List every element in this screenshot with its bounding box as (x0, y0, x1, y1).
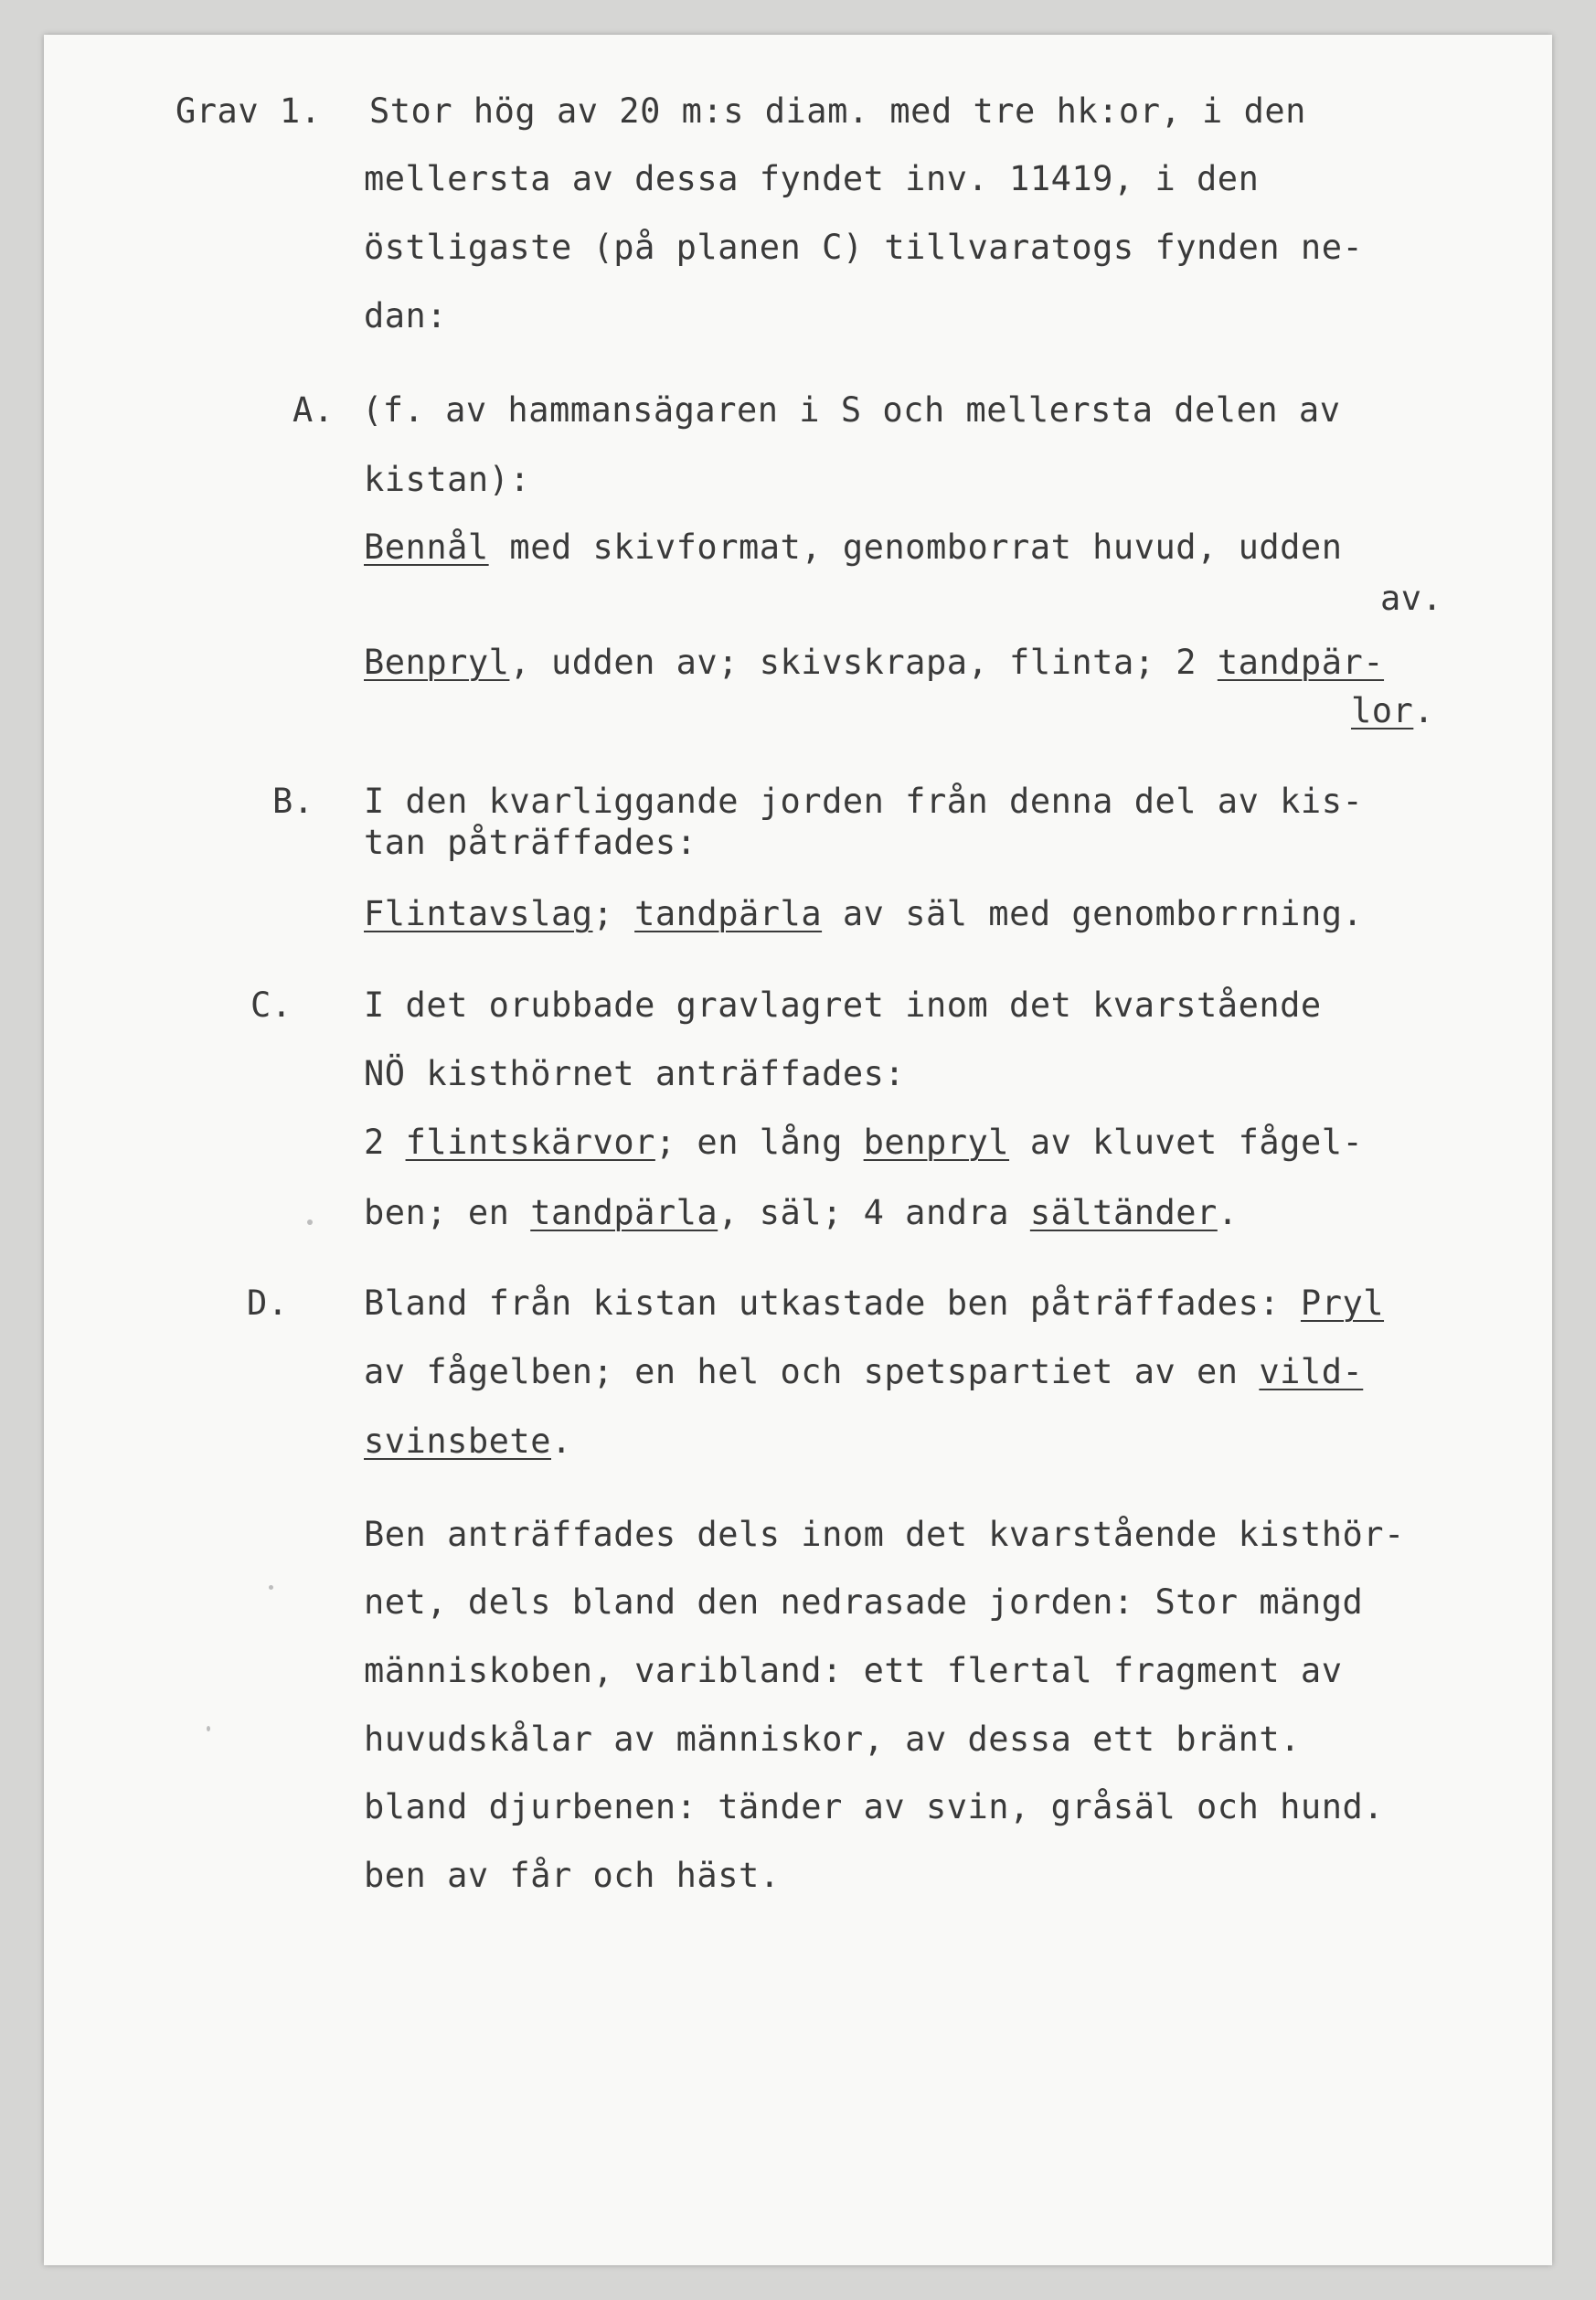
find-term: lor (1351, 691, 1414, 730)
section-a-find-2-cont: lor. (1351, 691, 1435, 730)
closing-line-6: ben av får och häst. (364, 1856, 781, 1895)
intro-line-2: mellersta av dessa fyndet inv. 11419, i den (364, 159, 1260, 198)
paper-speck (269, 1585, 273, 1590)
section-a-find-2: Benpryl, udden av; skivskrapa, flinta; 2 tandpär- (364, 643, 1385, 682)
find-term: Bennål (364, 527, 489, 567)
paper-speck (207, 1726, 210, 1731)
section-c-letter: C. (250, 985, 293, 1025)
section-c-line-2: NÖ kisthörnet anträffades: (364, 1054, 906, 1093)
closing-line-4: huvudskålar av människor, av dessa ett bränt. (364, 1720, 1301, 1759)
intro-line-4: dan: (364, 296, 448, 335)
section-a-letter: A. (293, 390, 335, 430)
section-b-finds: Flintavslag; tandpärla av säl med genomborrning. (364, 894, 1364, 933)
section-a-line-1: (f. av hammansägaren i S och mellersta delen av (362, 390, 1341, 430)
find-term: Flintavslag (364, 894, 593, 933)
intro-line-3: östligaste (på planen C) tillvaratogs fynden ne- (364, 228, 1364, 267)
section-c-line-1: I det orubbade gravlagret inom det kvarstående (364, 985, 1322, 1025)
find-term: vild- (1259, 1352, 1364, 1391)
find-term: Benpryl (364, 643, 510, 682)
find-term: svinsbete (364, 1422, 551, 1461)
find-term: tandpär- (1217, 643, 1385, 682)
closing-line-3: människoben, varibland: ett flertal fragment av (364, 1651, 1343, 1690)
intro-line-1: Stor hög av 20 m:s diam. med tre hk:or, i den (369, 91, 1306, 131)
section-c-line-3: 2 flintskärvor; en lång benpryl av kluvet fågel- (364, 1123, 1364, 1162)
section-b-line-2: tan påträffades: (364, 823, 697, 862)
section-d-line-2: av fågelben; en hel och spetspartiet av en vild- (364, 1352, 1364, 1391)
closing-line-2: net, dels bland den nedrasade jorden: Stor mängd (364, 1582, 1364, 1622)
find-term: sältänder (1029, 1193, 1218, 1232)
find-term: tandpärla (530, 1193, 718, 1232)
section-a-find-1-cont: av. (1380, 579, 1443, 618)
closing-line-5: bland djurbenen: tänder av svin, gråsäl och hund. (364, 1787, 1385, 1826)
find-term: Pryl (1300, 1283, 1385, 1323)
section-a-find-1: Bennål med skivformat, genomborrat huvud, udden (364, 527, 1343, 567)
find-term: flintskärvor (405, 1123, 655, 1162)
find-term: benpryl (863, 1123, 1010, 1162)
section-b-letter: B. (272, 782, 314, 821)
closing-line-1: Ben anträffades dels inom det kvarstående kisthör- (364, 1515, 1405, 1554)
section-a-line-2: kistan): (364, 460, 531, 499)
find-term: tandpärla (634, 894, 823, 933)
section-d-letter: D. (247, 1283, 289, 1323)
paper-speck (307, 1219, 313, 1225)
section-d-line-1: Bland från kistan utkastade ben påträffades: Pryl (364, 1283, 1385, 1323)
section-c-line-4: ben; en tandpärla, säl; 4 andra sältänder. (364, 1193, 1239, 1232)
grave-label: Grav 1. (176, 91, 322, 131)
section-b-line-1: I den kvarliggande jorden från denna del av kis- (364, 782, 1364, 821)
section-d-line-3: svinsbete. (364, 1422, 572, 1461)
